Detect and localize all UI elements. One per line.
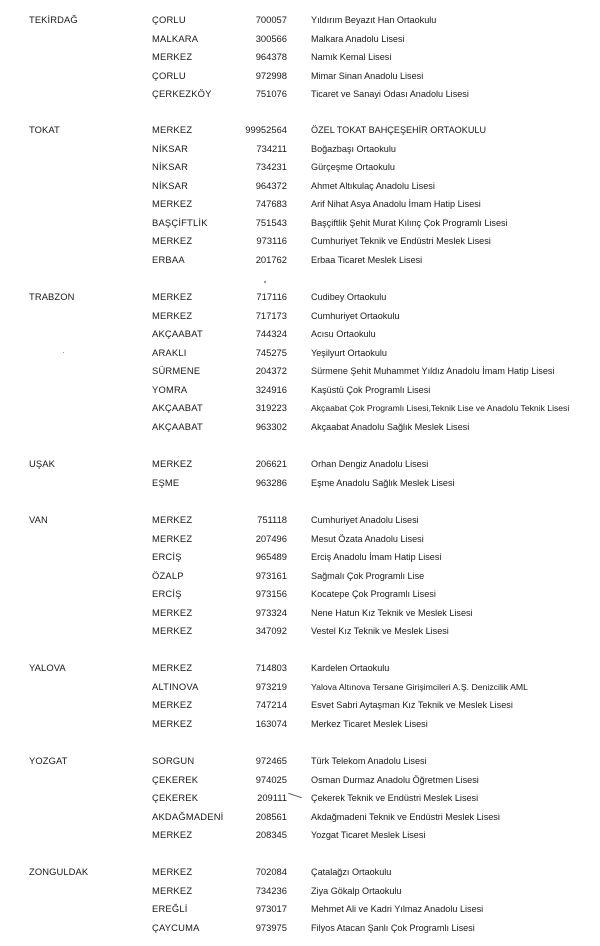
table-row	[0, 474, 600, 492]
table-row	[0, 195, 600, 213]
table-row	[0, 48, 600, 66]
province-name: YOZGAT	[29, 755, 68, 766]
school-name: Yıldırım Beyazıt Han Ortaokulu	[311, 15, 437, 25]
school-name: Nene Hatun Kız Teknik ve Meslek Lisesi	[311, 607, 473, 618]
school-code: 717116	[256, 291, 287, 302]
table-row	[0, 659, 600, 677]
school-code: 207496	[255, 532, 287, 544]
district-name: AKÇAABAT	[152, 402, 203, 413]
district-name: EŞME	[152, 476, 180, 488]
province-name: ZONGULDAK	[29, 866, 89, 877]
district-name: NİKSAR	[152, 142, 189, 154]
district-name: SORGUN	[152, 755, 195, 766]
district-name: ARAKLI	[152, 346, 187, 358]
school-code: 206621	[255, 458, 287, 469]
district-name: AKDAĞMADENİ	[152, 810, 224, 822]
school-name: Kocatepe Çok Programlı Lisesi	[311, 589, 436, 599]
school-name: Malkara Anadolu Lisesi	[311, 33, 405, 44]
province-name: TOKAT	[29, 124, 60, 135]
school-code: 734211	[256, 142, 287, 154]
district-name: NİKSAR	[152, 179, 189, 191]
school-code: 973219	[255, 680, 287, 692]
district-name: ERBAA	[152, 253, 185, 265]
district-name: MERKEZ	[152, 291, 193, 302]
school-code: 747683	[255, 198, 287, 209]
school-name: Akçaabat Çok Programlı Lisesi,Teknik Lise ve Anadolu Teknik Lisesi	[311, 403, 570, 413]
school-name: Yalova Altınova Tersane Girişimcileri A.Ş. Denizcilik AML	[311, 681, 528, 692]
school-code: 973156	[255, 588, 287, 599]
district-name: ÇAYCUMA	[152, 921, 200, 933]
school-code: 974025	[255, 773, 287, 785]
school-code: 964372	[255, 179, 287, 191]
district-name: ÇERKEZKÖY	[152, 88, 212, 99]
school-code: 973324	[255, 606, 287, 618]
school-code: 745275	[255, 346, 287, 358]
school-code: 964378	[255, 51, 287, 62]
school-code: 972465	[255, 755, 287, 766]
school-name: Cudibey Ortaokulu	[311, 292, 387, 302]
table-row	[0, 121, 600, 139]
school-code: 965489	[255, 551, 287, 562]
district-name: AKÇAABAT	[152, 420, 203, 432]
school-code: 751076	[255, 88, 287, 99]
province-name: TRABZON	[29, 291, 75, 302]
school-code: 208561	[255, 810, 287, 822]
school-name: Kaşüstü Çok Programlı Lisesi	[311, 384, 431, 395]
school-code: 717173	[255, 309, 287, 321]
school-code: 963286	[255, 476, 287, 488]
district-name: MERKEZ	[152, 235, 193, 246]
school-code: 209111	[257, 792, 287, 803]
school-code: 702084	[255, 866, 287, 877]
district-name: ALTINOVA	[152, 680, 199, 692]
province-name: YALOVA	[29, 662, 66, 673]
school-code: 163074	[255, 717, 287, 729]
scan-speck	[63, 352, 64, 353]
table-row	[0, 232, 600, 250]
province-name: VAN	[29, 514, 48, 525]
school-name: Yozgat Ticaret Meslek Lisesi	[311, 830, 426, 840]
district-name: ÖZALP	[152, 569, 184, 581]
school-name: Türk Telekom Anadolu Lisesi	[311, 756, 427, 766]
school-name: Akdağmadeni Teknik ve Endüstri Meslek Lisesi	[311, 811, 500, 822]
school-name: Başçiftlik Şehit Murat Kılınç Çok Programlı Lisesi	[311, 217, 508, 228]
school-name: Cumhuriyet Ortaokulu	[311, 310, 400, 321]
district-name: MERKEZ	[152, 532, 193, 544]
table-row	[0, 882, 600, 900]
district-name: MERKEZ	[152, 699, 193, 710]
school-name: Ahmet Altıkulaç Anadolu Lisesi	[311, 180, 435, 191]
school-code: 714803	[255, 662, 287, 673]
school-code: 201762	[255, 253, 287, 265]
district-name: MERKEZ	[152, 198, 193, 209]
school-code: 973116	[256, 235, 287, 246]
school-code: 744324	[255, 328, 287, 339]
school-name: Namık Kemal Lisesi	[311, 52, 392, 62]
district-name: MERKEZ	[152, 866, 193, 877]
table-row	[0, 715, 600, 733]
school-code: 963302	[255, 420, 287, 432]
school-name: Acısu Ortaokulu	[311, 329, 376, 339]
table-row	[0, 251, 600, 269]
school-name: Akçaabat Anadolu Sağlık Meslek Lisesi	[311, 421, 470, 432]
school-code: 973975	[255, 921, 287, 933]
school-name: Orhan Dengiz Anadolu Lisesi	[311, 459, 429, 469]
table-row	[0, 418, 600, 436]
table-row	[0, 362, 600, 380]
school-name: Erbaa Ticaret Meslek Lisesi	[311, 254, 423, 265]
district-name: MERKEZ	[152, 662, 193, 673]
school-name: Boğazbaşı Ortaokulu	[311, 143, 396, 154]
school-code: 319223	[255, 402, 287, 413]
school-name: Mimar Sinan Anadolu Lisesi	[311, 70, 424, 81]
school-name: Esvet Sabri Aytaşman Kız Teknik ve Meslek Lisesi	[311, 700, 513, 710]
district-name: EREĞLİ	[152, 903, 188, 914]
school-name: Erciş Anadolu İmam Hatip Lisesi	[311, 552, 442, 562]
table-row	[0, 511, 600, 529]
table-row	[0, 307, 600, 325]
district-name: MERKEZ	[152, 625, 193, 636]
district-name: ÇORLU	[152, 14, 186, 25]
table-row	[0, 585, 600, 603]
district-name: MERKEZ	[152, 884, 193, 896]
district-name: MERKEZ	[152, 51, 193, 62]
school-code: 751118	[257, 514, 287, 525]
table-row	[0, 548, 600, 566]
district-name: YOMRA	[152, 383, 188, 395]
district-name: MERKEZ	[152, 124, 193, 135]
school-code: 972998	[255, 69, 287, 81]
district-name: MERKEZ	[152, 829, 193, 840]
district-name: MERKEZ	[152, 309, 193, 321]
table-row	[0, 344, 600, 362]
school-name: Cumhuriyet Anadolu Lisesi	[311, 515, 419, 525]
table-row	[0, 325, 600, 343]
table-row	[0, 919, 600, 937]
table-row	[0, 696, 600, 714]
district-name: ERCİŞ	[152, 588, 182, 599]
table-row	[0, 789, 600, 807]
district-name: BAŞÇİFTLİK	[152, 216, 208, 228]
school-code: 300566	[255, 32, 287, 44]
school-name: Eşme Anadolu Sağlık Meslek Lisesi	[311, 477, 455, 488]
table-row	[0, 85, 600, 103]
district-name: ERCİŞ	[152, 551, 182, 562]
school-name: Mehmet Ali ve Kadri Yılmaz Anadolu Lisesi	[311, 904, 484, 914]
school-code: 700057	[255, 14, 287, 25]
table-row	[0, 752, 600, 770]
table-row	[0, 214, 600, 232]
table-row	[0, 288, 600, 306]
province-name: TEKİRDAĞ	[29, 14, 78, 25]
school-name: Arif Nihat Asya Anadolu İmam Hatip Lisesi	[311, 199, 481, 209]
district-name: ÇORLU	[152, 69, 186, 81]
school-code: 734236	[255, 884, 287, 896]
table-row	[0, 771, 600, 789]
table-row	[0, 826, 600, 844]
table-row	[0, 140, 600, 158]
table-row	[0, 455, 600, 473]
table-row	[0, 900, 600, 918]
school-name: Ziya Gökalp Ortaokulu	[311, 885, 402, 896]
school-code: 734231	[255, 161, 287, 172]
school-code: 751543	[255, 216, 287, 228]
district-name: MERKEZ	[152, 717, 193, 729]
school-code: 324916	[255, 383, 287, 395]
school-name: Çekerek Teknik ve Endüstri Meslek Lisesi	[311, 793, 479, 803]
school-name: Osman Durmaz Anadolu Öğretmen Lisesi	[311, 774, 479, 785]
table-row	[0, 604, 600, 622]
school-code: 347092	[255, 625, 287, 636]
table-row	[0, 177, 600, 195]
school-name: Ticaret ve Sanayi Odası Anadolu Lisesi	[311, 89, 469, 99]
table-row	[0, 530, 600, 548]
school-code: 208345	[255, 829, 287, 840]
school-code: 747214	[255, 699, 287, 710]
school-name: Kardelen Ortaokulu	[311, 663, 390, 673]
district-name: MALKARA	[152, 32, 199, 44]
school-name: Sürmene Şehit Muhammet Yıldız Anadolu İmam Hatip Lisesi	[311, 366, 555, 376]
district-name: MERKEZ	[152, 458, 193, 469]
scan-speck	[264, 281, 266, 283]
school-code: 204372	[255, 365, 287, 376]
school-code: 973161	[255, 569, 287, 581]
school-name: Mesut Özata Anadolu Lisesi	[311, 533, 424, 544]
table-row	[0, 808, 600, 826]
table-row	[0, 381, 600, 399]
district-name: AKÇAABAT	[152, 328, 203, 339]
school-code: 973017	[255, 903, 287, 914]
district-name: MERKEZ	[152, 514, 193, 525]
school-name: Filyos Atacan Şanlı Çok Programlı Lisesi	[311, 922, 475, 933]
district-name: ÇEKEREK	[152, 773, 199, 785]
district-name: SÜRMENE	[152, 365, 201, 376]
school-name: Vestel Kız Teknik ve Meslek Lisesi	[311, 626, 449, 636]
table-row	[0, 67, 600, 85]
table-row	[0, 399, 600, 417]
table-row	[0, 678, 600, 696]
school-name: Cumhuriyet Teknik ve Endüstri Meslek Lisesi	[311, 236, 491, 246]
table-row	[0, 11, 600, 29]
table-row	[0, 30, 600, 48]
school-name: Yeşilyurt Ortaokulu	[311, 347, 387, 358]
school-name: Gürçeşme Ortaokulu	[311, 162, 395, 172]
school-name: Merkez Ticaret Meslek Lisesi	[311, 718, 428, 729]
district-name: NİKSAR	[152, 161, 189, 172]
province-name: UŞAK	[29, 458, 55, 469]
school-name: Sağmalı Çok Programlı Lise	[311, 570, 425, 581]
table-row	[0, 158, 600, 176]
district-name: MERKEZ	[152, 606, 193, 618]
school-name: ÖZEL TOKAT BAHÇEŞEHİR ORTAOKULU	[311, 125, 487, 135]
school-code: 99952564	[245, 124, 287, 135]
table-row	[0, 567, 600, 585]
school-name: Çatalağzı Ortaokulu	[311, 867, 392, 877]
table-row	[0, 863, 600, 881]
district-name: ÇEKEREK	[152, 792, 199, 803]
table-row	[0, 622, 600, 640]
